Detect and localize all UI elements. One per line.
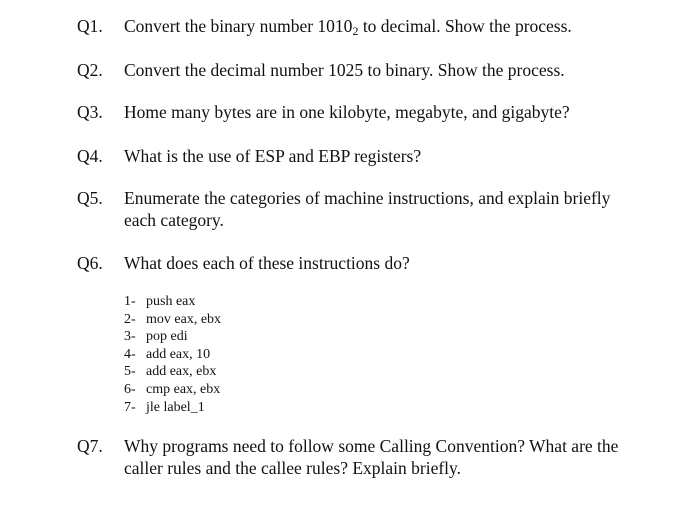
instruction-text: mov eax, ebx xyxy=(146,311,222,327)
instruction-text: cmp eax, ebx xyxy=(146,381,221,397)
question-number: Q6. xyxy=(77,253,103,273)
instruction-text: jle label_1 xyxy=(146,399,205,415)
instruction-text: add eax, ebx xyxy=(146,364,217,380)
question-text xyxy=(124,101,684,123)
binary-subscript: 2 xyxy=(352,24,359,38)
question-text xyxy=(124,59,684,81)
question-text xyxy=(124,435,684,479)
list-index: 2- xyxy=(124,311,136,327)
list-index: 3- xyxy=(124,329,136,345)
question-number: Q5. xyxy=(77,188,103,208)
list-index: 6- xyxy=(124,381,136,397)
question-text xyxy=(124,145,684,167)
question-text xyxy=(124,187,684,231)
question-line: Convert the decimal number 1025 to binary. Show the process. xyxy=(124,60,565,80)
question-number: Q7. xyxy=(77,436,103,456)
question-line: What is the use of ESP and EBP registers? xyxy=(124,146,422,166)
question-number: Q2. xyxy=(77,60,103,80)
question-number: Q3. xyxy=(77,102,103,122)
question-line: Why programs need to follow some Calling Convention? What are the xyxy=(124,436,619,456)
question-line: Home many bytes are in one kilobyte, megabyte, and gigabyte? xyxy=(124,102,570,122)
question-text-part: Convert the binary number 1010 xyxy=(124,16,353,36)
list-index: 4- xyxy=(124,346,136,362)
instruction-text: add eax, 10 xyxy=(146,346,211,362)
question-text xyxy=(124,15,684,37)
list-index: 1- xyxy=(124,294,136,309)
question-number: Q4. xyxy=(77,146,103,166)
question-number: Q1. xyxy=(77,16,103,36)
question-line: caller rules and the callee rules? Explain briefly. xyxy=(124,458,462,478)
instruction-text: pop edi xyxy=(146,329,188,345)
question-text xyxy=(124,252,684,274)
list-index: 5- xyxy=(124,364,136,380)
question-line: each category. xyxy=(124,210,224,230)
question-line: What does each of these instructions do? xyxy=(124,253,410,273)
question-text-part: to decimal. Show the process. xyxy=(358,16,572,36)
question-line: Enumerate the categories of machine instructions, and explain briefly xyxy=(124,188,611,208)
list-index: 7- xyxy=(124,399,136,415)
instruction-text: push eax xyxy=(146,294,196,309)
